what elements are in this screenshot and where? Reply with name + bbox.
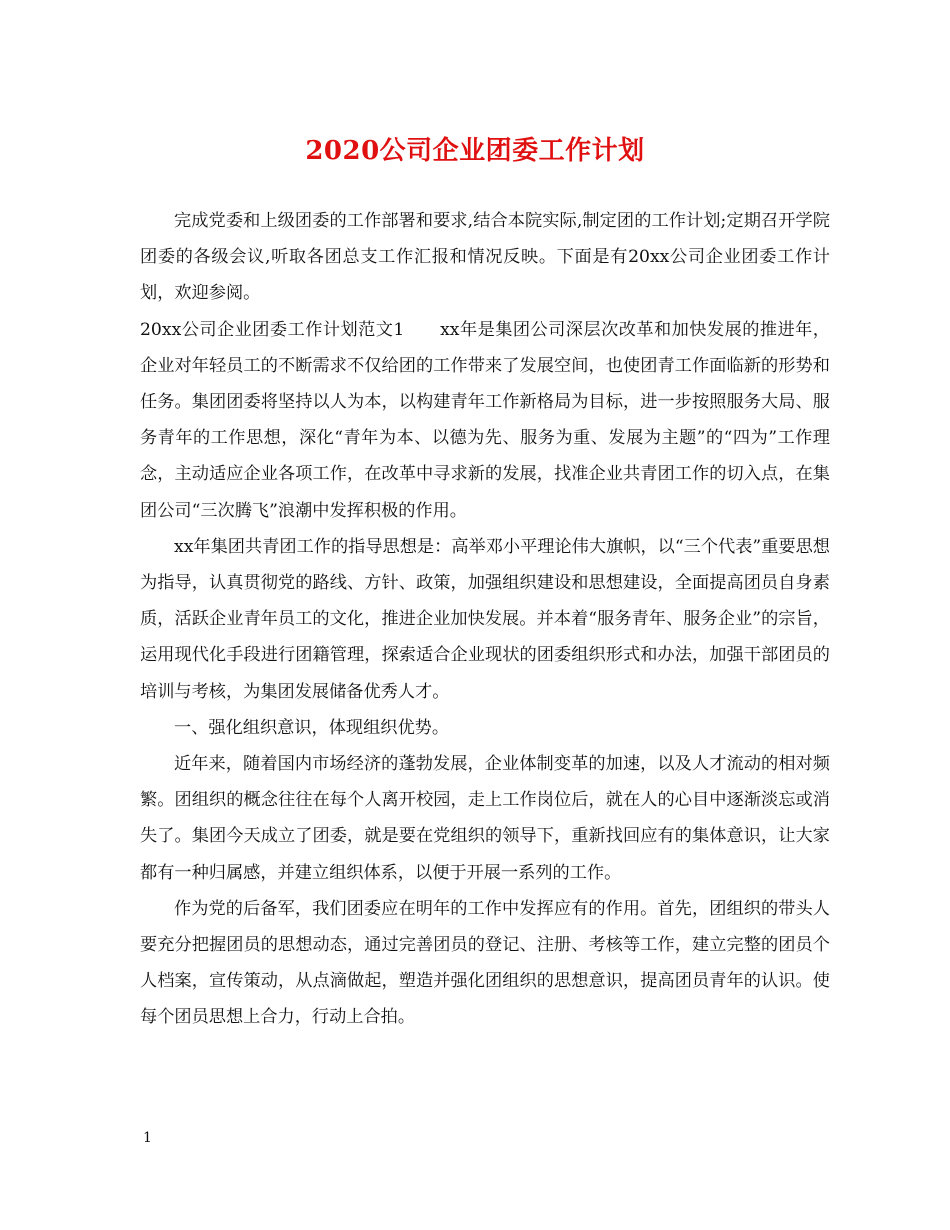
paragraph: 20xx公司企业团委工作计划范文1 xx年是集团公司深层次改革和加快发展的推进年，企业对年轻员工的不断需求不仅给团的工作带来了发展空间，也使团青工作面临新的形势和任务。集团团委将坚持以人为本，以构建青年工作新格局为目标，进一步按照服务大局、服务青年的工作思想，深化“青年为本、以德为先、服务为重、发展为主题”的“四为”工作理念，主动适应企业各项工作，在改革中寻求新的发展，找准企业共青团工作的切入点，在集团公司“三次腾飞”浪潮中发挥积极的作用。 (140, 319, 830, 521)
paragraph: xx年集团共青团工作的指导思想是：高举邓小平理论伟大旗帜，以“三个代表”重要思想为指导，认真贯彻党的路线、方针、政策，加强组织建设和思想建设，全面提高团员自身素质，活跃企业青年员工的文化，推进企业加快发展。并本着“服务青年、服务企业”的宗旨，运用现代化手段进行团籍管理，探索适合企业现状的团委组织形式和办法，加强干部团员的培训与考核，为集团发展储备优秀人才。 (140, 536, 830, 702)
section-heading: 一、强化组织意识，体现组织优势。 (174, 717, 450, 738)
document-body (140, 203, 830, 1036)
paragraph: 近年来，随着国内市场经济的蓬勃发展，企业体制变革的加速，以及人才流动的相对频繁。团组织的概念往往在每个人离开校园，走上工作岗位后，就在人的心目中逐渐淡忘或消失了。集团今天成立了团委，就是要在党组织的领导下，重新找回应有的集体意识，让大家都有一种归属感，并建立组织体系，以便于开展一系列的工作。 (140, 754, 830, 883)
page-number: 1 (143, 1130, 152, 1146)
paragraph: 完成党委和上级团委的工作部署和要求,结合本院实际,制定团的工作计划;定期召开学院团委的各级会议,听取各团总支工作汇报和情况反映。下面是有20xx公司企业团委工作计划，欢迎参阅。 (140, 211, 830, 304)
paragraph: 作为党的后备军，我们团委应在明年的工作中发挥应有的作用。首先，团组织的带头人要充分把握团员的思想动态，通过完善团员的登记、注册、考核等工作，建立完整的团员个人档案，宣传策动，从点滴做起，塑造并强化团组织的思想意识，提高团员青年的认识。使每个团员思想上合力，行动上合拍。 (140, 898, 830, 1028)
document-title: 2020公司企业团委工作计划 (305, 136, 645, 166)
